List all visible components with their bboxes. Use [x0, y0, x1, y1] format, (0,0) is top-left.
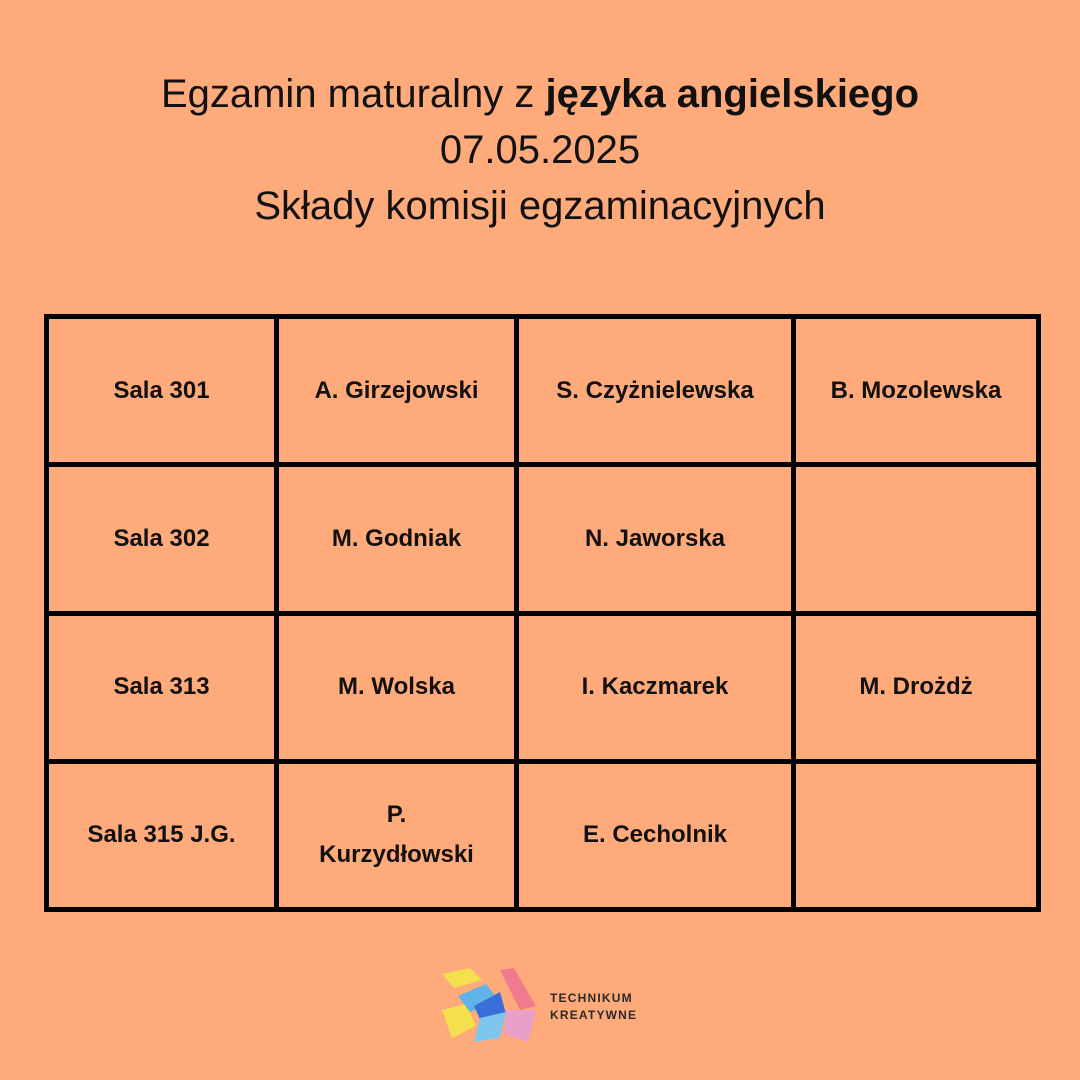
page-subtitle: Składy komisji egzaminacyjnych [254, 184, 826, 228]
member-cell [517, 761, 794, 909]
member-cell [277, 761, 517, 909]
member-name: A. Girzejowski [314, 376, 479, 404]
room-cell [47, 465, 277, 613]
exam-title-prefix: Egzamin maturalny z [160, 72, 546, 116]
member-cell [277, 317, 517, 465]
member-name: S. Czyżnielewska [556, 376, 754, 404]
logo-text [550, 990, 637, 1024]
logo-pink-shape [500, 968, 536, 1010]
member-name: N. Jaworska [584, 524, 726, 552]
member-cell [794, 465, 1039, 613]
member-name: E. Cecholnik [582, 821, 728, 849]
room-cell [47, 613, 277, 761]
exam-date: 07.05.2025 [439, 128, 641, 172]
member-name: M. Drożdż [859, 673, 973, 701]
school-logo [440, 966, 650, 1046]
member-cell [794, 613, 1039, 761]
exam-title [0, 66, 1080, 122]
table-row [47, 761, 1039, 909]
member-cell [277, 613, 517, 761]
technikum-kreatywne-logo-icon [440, 966, 540, 1046]
room-label: Sala 301 [113, 376, 210, 404]
room-cell [47, 317, 277, 465]
member-cell [517, 613, 794, 761]
member-name: P. Kurzydłowski [319, 801, 474, 869]
member-name: B. Mozolewska [830, 376, 1002, 404]
member-cell [277, 465, 517, 613]
table-row [47, 465, 1039, 613]
member-cell [517, 465, 794, 613]
room-label: Sala 313 [113, 673, 210, 701]
member-name: M. Godniak [331, 524, 462, 552]
member-cell [794, 761, 1039, 909]
logo-pink-shape-lower [504, 1010, 536, 1042]
room-label: Sala 302 [113, 524, 210, 552]
room-label: Sala 315 J.G. [87, 821, 236, 849]
member-name: I. Kaczmarek [581, 673, 729, 701]
committee-table [44, 314, 1041, 912]
logo-text-line1: TECHNIKUM [550, 991, 633, 1005]
member-cell [794, 317, 1039, 465]
room-cell [47, 761, 277, 909]
table-row [47, 317, 1039, 465]
table-row [47, 613, 1039, 761]
header [0, 66, 1080, 234]
member-name: M. Wolska [338, 673, 455, 701]
member-cell [517, 317, 794, 465]
exam-subject: języka angielskiego [545, 72, 920, 116]
logo-yellow-shape [442, 968, 482, 988]
logo-text-line2: KREATYWNE [550, 1008, 638, 1022]
